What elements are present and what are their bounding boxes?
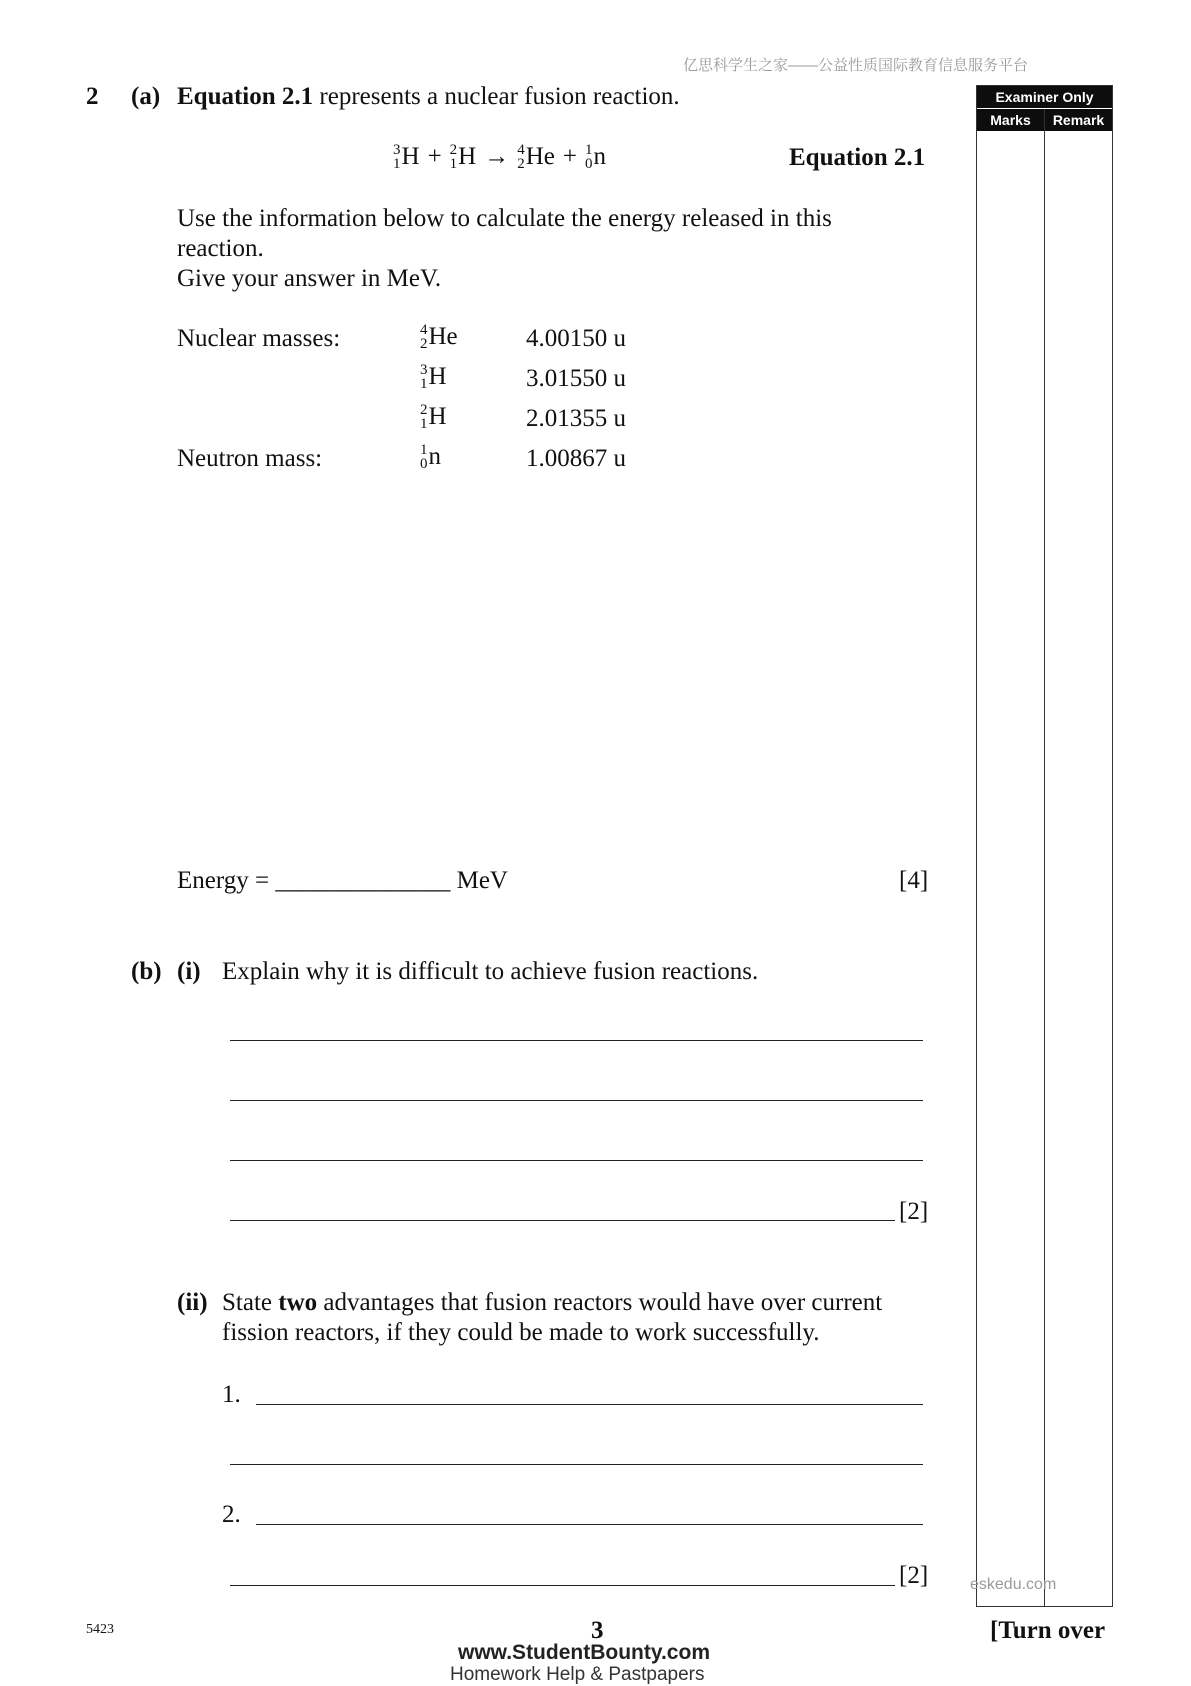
intro-text: represents a nuclear fusion reaction. <box>313 83 680 110</box>
helium-atomic-number: 2 <box>517 156 525 172</box>
mass-value-tritium: 3.01550 u <box>526 365 626 392</box>
equation-label: Equation 2.1 <box>789 144 926 171</box>
tritium-symbol: H <box>401 143 420 170</box>
answer-line[interactable] <box>230 1585 895 1586</box>
part-b-ii-question-line-1 <box>222 1288 882 1318</box>
equation-reference-bold: Equation 2.1 <box>177 83 314 110</box>
examiner-column-divider <box>1044 109 1045 1606</box>
helium-mass-number: 4 <box>517 142 525 158</box>
tritium-nuclide <box>393 142 420 172</box>
neutron-mass-label: Neutron mass: <box>177 445 323 472</box>
part-a-marks: [4] <box>899 867 929 894</box>
mass-number: 2 <box>420 402 428 418</box>
answer-line[interactable] <box>230 1220 895 1221</box>
studentbounty-url[interactable]: www.StudentBounty.com <box>458 1641 710 1664</box>
part-b-i-label: (i) <box>177 958 201 985</box>
answer-line[interactable] <box>230 1040 923 1041</box>
mass-number: 3 <box>420 362 428 378</box>
turn-over: [Turn over <box>990 1617 1106 1644</box>
plus-sign: + <box>427 143 442 170</box>
part-a-intro <box>177 82 680 112</box>
instruction-line-2: reaction. <box>177 235 264 262</box>
nuclide-symbol: n <box>428 443 441 470</box>
part-b-i-question: Explain why it is difficult to achieve fusion reactions. <box>222 958 759 985</box>
top-watermark: 亿思科学生之家——公益性质国际教育信息服务平台 <box>683 57 1029 74</box>
mass-number: 1 <box>420 442 428 458</box>
advantage-2-line[interactable] <box>256 1524 923 1525</box>
part-b-label: (b) <box>131 958 162 985</box>
marks-column-header: Marks <box>977 109 1044 131</box>
instruction-line-3: Give your answer in MeV. <box>177 265 442 292</box>
mass-number: 4 <box>420 322 428 338</box>
advantage-1-line[interactable] <box>256 1404 923 1405</box>
question-text: advantages that fusion reactors would have over current <box>317 1289 883 1316</box>
deuterium-nuclide <box>450 142 477 172</box>
nuclide-symbol: H <box>428 403 447 430</box>
question-number: 2 <box>86 83 99 110</box>
examiner-only-title: Examiner Only <box>977 86 1112 108</box>
mass-row-helium <box>420 322 458 352</box>
advantage-1-number: 1. <box>222 1381 241 1408</box>
studentbounty-tagline: Homework Help & Pastpapers <box>450 1664 705 1685</box>
deuterium-symbol: H <box>458 143 477 170</box>
atomic-number: 0 <box>420 456 428 472</box>
mass-value-neutron: 1.00867 u <box>526 445 626 472</box>
nuclide-symbol: He <box>428 323 458 350</box>
neutron-atomic-number: 0 <box>585 156 593 172</box>
examiner-only-box <box>976 85 1113 1607</box>
advantage-2-number: 2. <box>222 1501 241 1528</box>
helium-nuclide <box>517 142 555 172</box>
side-watermark: eskedu.com <box>970 1576 1057 1593</box>
neutron-symbol: n <box>593 143 606 170</box>
atomic-number: 2 <box>420 336 428 352</box>
nuclide-symbol: H <box>428 363 447 390</box>
question-text: State <box>222 1289 279 1316</box>
paper-code: 5423 <box>86 1622 114 1637</box>
tritium-atomic-number: 1 <box>393 156 401 172</box>
mass-row-deuterium <box>420 402 447 432</box>
nuclear-masses-label: Nuclear masses: <box>177 325 341 352</box>
page-number: 3 <box>591 1617 604 1644</box>
energy-answer-line[interactable]: Energy = ______________ MeV <box>177 867 508 894</box>
plus-sign: + <box>562 143 577 170</box>
part-b-i-marks: [2] <box>899 1198 929 1225</box>
mass-row-tritium <box>420 362 447 392</box>
question-bold-word: two <box>278 1289 318 1316</box>
answer-line[interactable] <box>230 1160 923 1161</box>
atomic-number: 1 <box>420 416 428 432</box>
mass-row-neutron <box>420 442 441 472</box>
tritium-mass-number: 3 <box>393 142 401 158</box>
helium-symbol: He <box>525 143 555 170</box>
part-b-ii-marks: [2] <box>899 1562 929 1589</box>
part-b-ii-question-line-2: fission reactors, if they could be made to work successfully. <box>222 1319 820 1346</box>
deuterium-atomic-number: 1 <box>449 156 458 172</box>
instruction-line-1: Use the information below to calculate the energy released in this <box>177 205 832 232</box>
neutron-nuclide <box>585 142 606 172</box>
atomic-number: 1 <box>420 376 428 392</box>
answer-line[interactable] <box>230 1100 923 1101</box>
remark-column-header: Remark <box>1045 109 1112 131</box>
part-a-label: (a) <box>131 83 161 110</box>
mass-value-deuterium: 2.01355 u <box>526 405 626 432</box>
neutron-mass-number: 1 <box>585 142 593 158</box>
part-b-ii-label: (ii) <box>177 1289 208 1316</box>
deuterium-mass-number: 2 <box>449 142 458 158</box>
mass-value-helium: 4.00150 u <box>526 325 626 352</box>
answer-line[interactable] <box>230 1464 923 1465</box>
fusion-equation <box>393 142 606 172</box>
reaction-arrow: → <box>484 143 510 170</box>
